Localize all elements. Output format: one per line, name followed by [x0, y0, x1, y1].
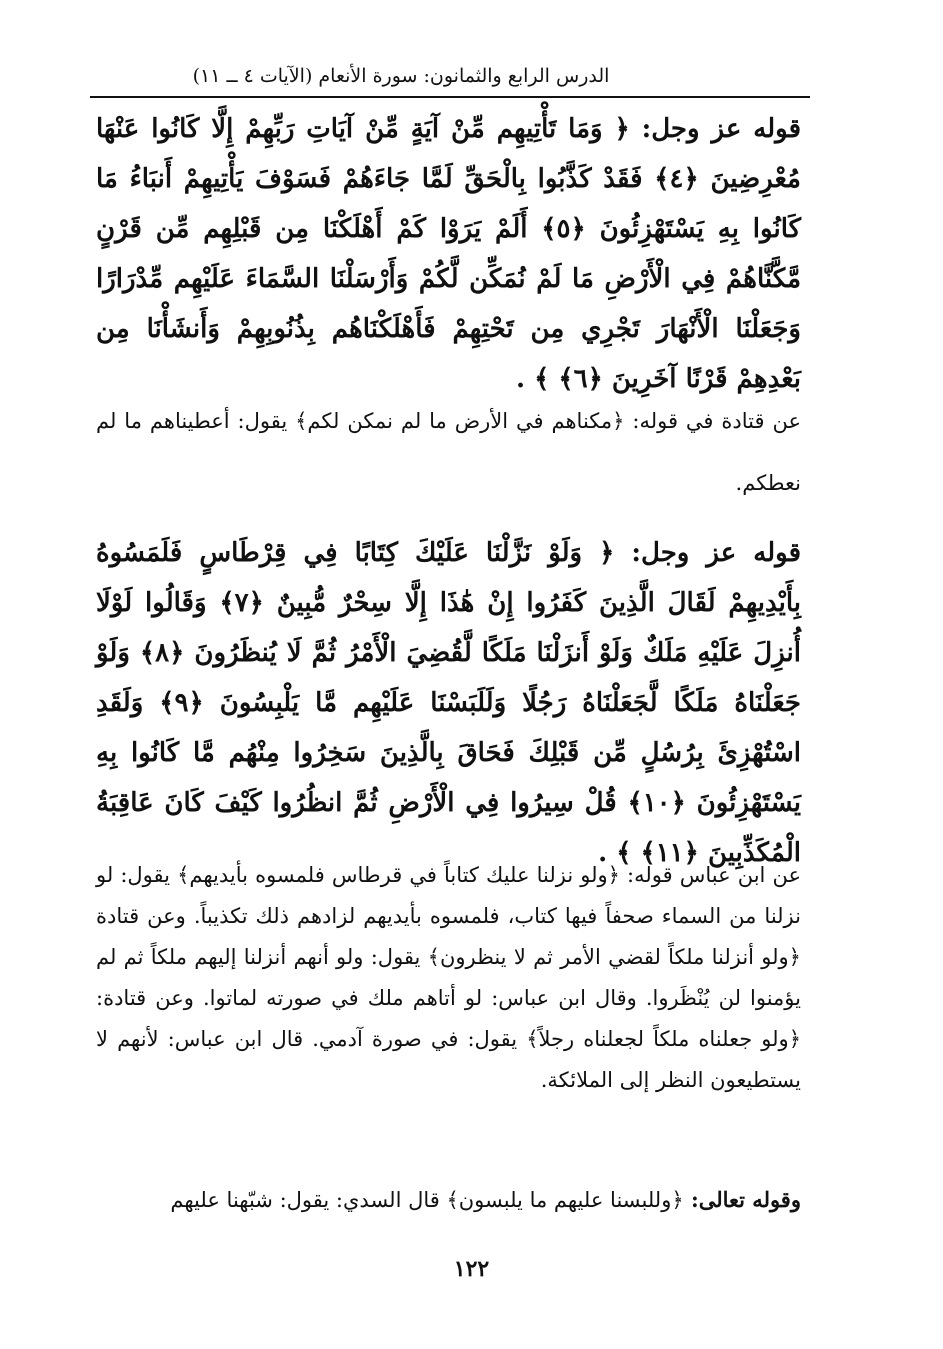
passage-lead: قوله عز وجل:	[629, 114, 801, 144]
running-header: الدرس الرابع والثمانون: سورة الأنعام (الآيات ٤ ــ ١١)	[192, 65, 610, 87]
quran-verse-text: ﴿ وَمَا تَأْتِيهِم مِّنْ آيَةٍ مِّنْ آيَاتِ رَبِّهِمْ إِلَّا كَانُوا عَنْهَا مُعْرِضِينَ ﴿٤﴾ فَقَدْ كَذَّبُوا بِالْحَقِّ لَمَّا جَاءَهُمْ فَسَوْفَ يَأْتِيهِمْ أَنبَاءُ مَا كَانُوا بِهِ يَسْتَهْزِئُونَ ﴿٥﴾ أَلَمْ يَرَوْا كَمْ أَهْلَكْنَا مِن قَبْلِهِم مِّن قَرْنٍ مَّكَّنَّاهُمْ فِي الْأَرْضِ مَا لَمْ نُمَكِّن لَّكُمْ وَأَرْسَلْنَا السَّمَاءَ عَلَيْهِم مِّدْرَارًا وَجَعَلْنَا الْأَنْهَارَ تَجْرِي مِن تَحْتِهِمْ فَأَهْلَكْنَاهُم بِذُنُوبِهِمْ وَأَنشَأْنَا مِن بَعْدِهِمْ قَرْنًا آخَرِينَ ﴿٦﴾ ﴾ .	[96, 114, 801, 394]
header-divider	[90, 96, 810, 98]
commentary-ibn-abbas-qatada: عن ابن عباس قوله: ﴿ولو نزلنا عليك كتاباً في قرطاس فلمسوه بأيديهم﴾ يقول: لو نزلنا من السماء صحفاً فيها كتاب، فلمسوه بأيديهم لزادهم ذلك تكذيباً. وعن قتادة ﴿ولو أنزلنا ملكاً لقضي الأمر ثم لا ينظرون﴾ يقول: ولو أنهم أنزلنا إليهم ملكاً ثم لم يؤمنوا لن يُنْظَروا. وقال ابن عباس: لو أتاهم ملك في صورته لماتوا. وعن قتادة: ﴿ولو جعلناه ملكاً لجعلناه رجلاً﴾ يقول: في صورة آدمي. قال ابن عباس: لأنهم لا يستطيعون النظر إلى الملائكة.	[96, 863, 801, 1092]
commentary-lead: وقوله تعالى:	[683, 1187, 801, 1212]
passage-lead: قوله عز وجل:	[614, 538, 801, 568]
page-number: ١٢٢	[453, 1256, 490, 1282]
commentary-continued	[96, 1180, 801, 1220]
quran-passage-verses-4-6	[96, 104, 801, 404]
quran-passage-verses-7-11	[96, 528, 801, 878]
quran-verse-text: ﴿ وَلَوْ نَزَّلْنَا عَلَيْكَ كِتَابًا فِي قِرْطَاسٍ فَلَمَسُوهُ بِأَيْدِيهِمْ لَقَالَ الَّذِينَ كَفَرُوا إِنْ هَٰذَا إِلَّا سِحْرٌ مُّبِينٌ ﴿٧﴾ وَقَالُوا لَوْلَا أُنزِلَ عَلَيْهِ مَلَكٌ وَلَوْ أَنزَلْنَا مَلَكًا لَّقُضِيَ الْأَمْرُ ثُمَّ لَا يُنظَرُونَ ﴿٨﴾ وَلَوْ جَعَلْنَاهُ مَلَكًا لَّجَعَلْنَاهُ رَجُلًا وَلَلَبَسْنَا عَلَيْهِم مَّا يَلْبِسُونَ ﴿٩﴾ وَلَقَدِ اسْتُهْزِئَ بِرُسُلٍ مِّن قَبْلِكَ فَحَاقَ بِالَّذِينَ سَخِرُوا مِنْهُم مَّا كَانُوا بِهِ يَسْتَهْزِئُونَ ﴿١٠﴾ قُلْ سِيرُوا فِي الْأَرْضِ ثُمَّ انظُرُوا كَيْفَ كَانَ عَاقِبَةُ الْمُكَذِّبِينَ ﴿١١﴾ ﴾ .	[96, 538, 801, 868]
commentary-text: ﴿وللبسنا عليهم ما يلبسون﴾ قال السدي: يقول: شبّهنا عليهم	[170, 1188, 684, 1212]
commentary-qatada: عن قتادة في قوله: ﴿مكناهم في الأرض ما لم نمكن لكم﴾ يقول: أعطيناهم ما لم نعطكم.	[96, 409, 801, 495]
